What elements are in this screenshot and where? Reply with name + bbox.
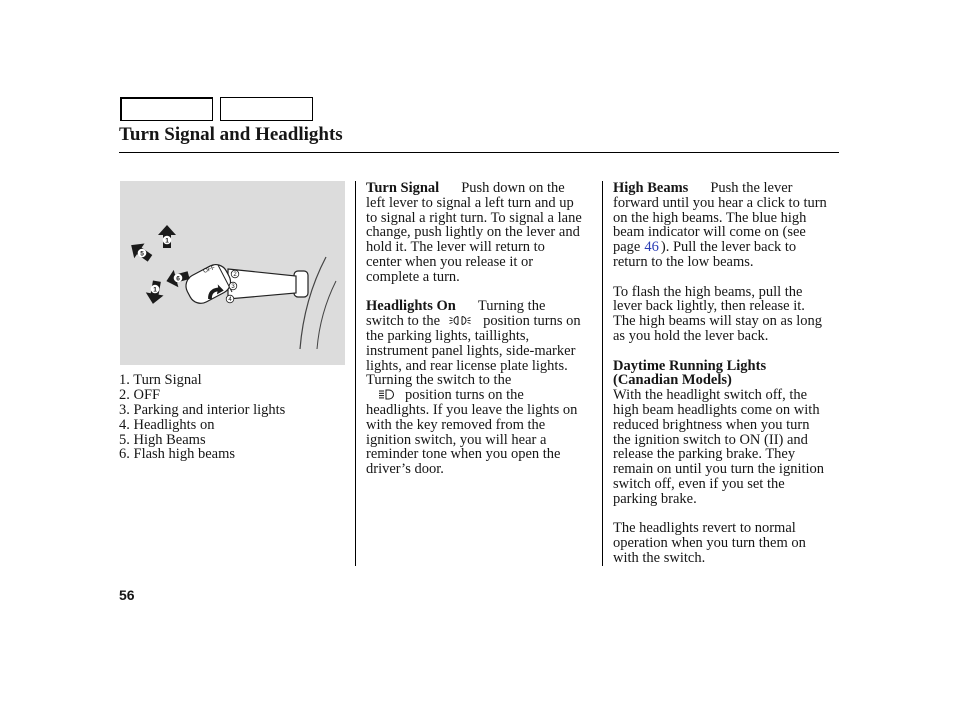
- drl-line: With the headlight switch off, the: [613, 387, 808, 404]
- high-beams-page-ref-line: [613, 240, 839, 255]
- high-beams-line: return to the low beams.: [613, 253, 754, 270]
- legend-item: 4. Headlights on: [119, 416, 215, 433]
- legend-item: 6. Flash high beams: [119, 446, 235, 463]
- flash-high-beams-line: lever back lightly, then release it.: [613, 298, 805, 315]
- headlights-on-text: Turning the: [477, 298, 546, 315]
- page-number: 56: [119, 587, 135, 603]
- headlights-on-text: position turns on: [483, 313, 581, 330]
- drl-line: switch off, even if you set the: [613, 475, 785, 492]
- headlights-on-heading: Headlights On: [366, 298, 456, 315]
- turn-signal-line: complete a turn.: [366, 268, 460, 285]
- turn-signal-line: center when you release it or: [366, 253, 534, 270]
- headlights-on-line: reminder tone when you open the: [366, 446, 561, 463]
- headlights-on-line: headlights. If you leave the lights on: [366, 401, 578, 418]
- turn-signal-line: hold it. The lever will return to: [366, 239, 545, 256]
- headlights-on-first-line: [366, 299, 598, 314]
- high-beams-heading: High Beams: [613, 180, 689, 196]
- drl-line: reduced brightness when you turn: [613, 416, 810, 433]
- page-ref-text: page: [613, 239, 641, 256]
- column-divider: [602, 181, 603, 566]
- headlights-on-line: driver’s door.: [366, 461, 444, 478]
- drl-line: high beam headlights come on with: [613, 401, 820, 418]
- turn-signal-line: change, push lightly on the lever and: [366, 224, 580, 241]
- legend-item: 5. High Beams: [119, 431, 206, 448]
- right-column: [613, 181, 839, 566]
- legend-item: 3. Parking and interior lights: [119, 401, 286, 418]
- page-46-link[interactable]: 46: [644, 239, 659, 256]
- drl-revert-line: The headlights revert to normal: [613, 520, 796, 537]
- high-beams-line: forward until you hear a click to turn: [613, 194, 827, 211]
- high-beams-line: on the high beams. The blue high: [613, 209, 807, 226]
- knob-callout-number: 3: [231, 284, 235, 291]
- callout-number: 6: [176, 275, 180, 283]
- high-beams-first-line: [613, 181, 839, 196]
- headlights-on-line: lights, and rear license plate lights.: [366, 357, 568, 374]
- headlights-on-text: switch to the: [366, 313, 441, 330]
- flash-high-beams-line: as you hold the lever back.: [613, 327, 769, 344]
- callout-number: 1: [165, 237, 169, 245]
- middle-column: [366, 181, 598, 477]
- nav-button-contents[interactable]: [220, 97, 313, 121]
- headlights-on-line: the parking lights, taillights,: [366, 327, 530, 344]
- headlights-on-icon-line: [366, 314, 598, 329]
- paragraph-gap: [613, 344, 839, 359]
- turn-signal-line: to signal a right turn. To signal a lane: [366, 209, 582, 226]
- parking-lights-icon: [449, 315, 471, 326]
- legend-item: 1. Turn Signal: [119, 372, 202, 389]
- high-beams-line: beam indicator will come on (see: [613, 224, 806, 241]
- drl-line: remain on until you turn the ignition: [613, 461, 825, 478]
- headlights-on-line: instrument panel lights, side-marker: [366, 342, 576, 359]
- headlights-on-line: with the key removed from the: [366, 416, 546, 433]
- drl-line: parking brake.: [613, 490, 697, 507]
- drl-revert-line: operation when you turn them on: [613, 535, 806, 552]
- paragraph-gap: [613, 270, 839, 285]
- page-title: Turn Signal and Headlights: [119, 124, 343, 145]
- callout-number: 1: [153, 286, 157, 294]
- paragraph-gap: [613, 507, 839, 522]
- headlights-icon: [378, 389, 396, 400]
- legend-item: 2. OFF: [119, 387, 161, 404]
- headlights-on-text: position turns on the: [405, 387, 524, 404]
- drl-line: release the parking brake. They: [613, 446, 796, 463]
- high-beams-text: Push the lever: [710, 180, 793, 196]
- paragraph-gap: [366, 285, 598, 300]
- flash-high-beams-line: To flash the high beams, pull the: [613, 283, 803, 300]
- column-divider: [355, 181, 356, 566]
- knob-callout-number: 4: [228, 297, 232, 304]
- drl-subheading: (Canadian Models): [613, 372, 732, 389]
- steering-column-inner-line: [317, 281, 336, 349]
- drl-heading: Daytime Running Lights: [613, 357, 767, 374]
- knob-callout-number: 2: [233, 272, 237, 279]
- flash-high-beams-line: The high beams will stay on as long: [613, 313, 823, 330]
- turn-signal-line: left lever to signal a left turn and up: [366, 194, 574, 211]
- callout-number: 5: [140, 250, 144, 258]
- headlights-on-line: ignition switch, you will hear a: [366, 431, 547, 448]
- headlights-on-line: Turning the switch to the: [366, 372, 512, 389]
- lever-figure: [120, 181, 345, 365]
- turn-signal-heading: Turn Signal: [366, 180, 440, 196]
- headlights-on-icon-line: [366, 388, 598, 403]
- title-rule: [119, 152, 839, 153]
- turn-signal-lever-illustration: [120, 181, 345, 365]
- turn-signal-text: Push down on the: [461, 180, 565, 196]
- drl-line: the ignition switch to ON (II) and: [613, 431, 808, 448]
- figure-legend: [119, 373, 349, 462]
- nav-button-main[interactable]: [120, 97, 213, 121]
- turn-signal-first-line: [366, 181, 598, 196]
- drl-revert-line: with the switch.: [613, 549, 706, 566]
- page-ref-text: ). Pull the lever back to: [660, 239, 797, 256]
- lever-off-label: OFF: [202, 265, 216, 275]
